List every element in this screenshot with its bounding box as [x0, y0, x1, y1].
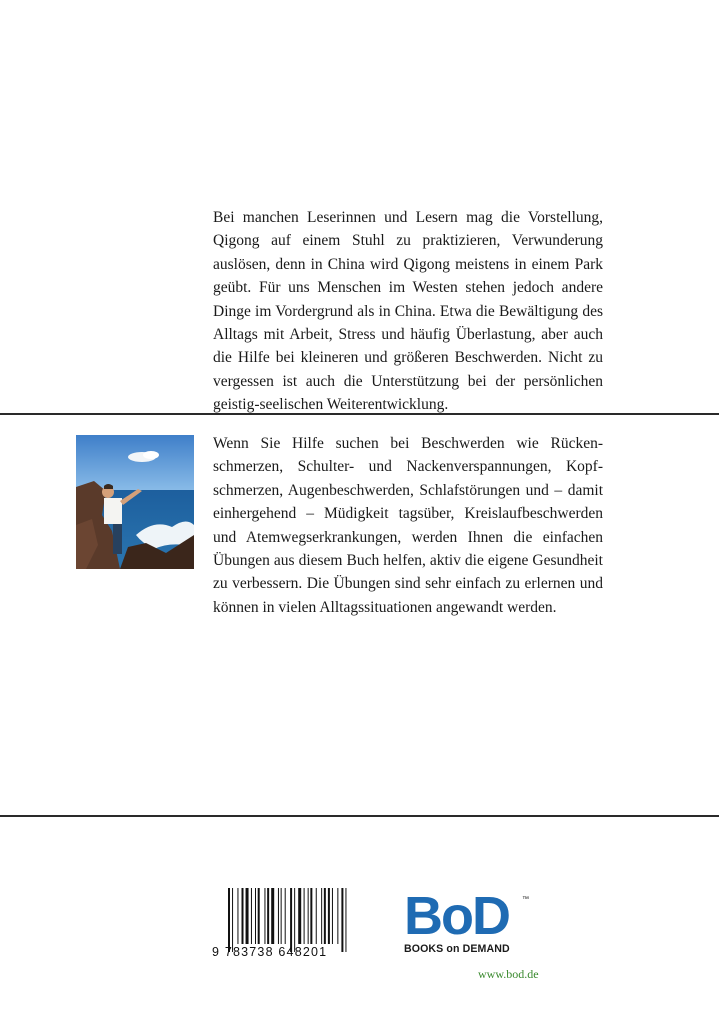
- bottom-divider: [0, 815, 719, 817]
- barcode-bar: [294, 888, 295, 952]
- isbn-number: 9 783738 648201: [212, 945, 328, 959]
- barcode-bar: [332, 888, 333, 944]
- barcode-bar: [246, 888, 249, 944]
- barcode-bar: [278, 888, 279, 944]
- barcode-bar: [290, 888, 292, 952]
- tagline-demand: DEMAND: [462, 943, 510, 955]
- bod-tagline: [404, 943, 510, 955]
- barcode-bar: [324, 888, 326, 944]
- barcode-bar: [232, 888, 233, 952]
- barcode-bar: [242, 888, 244, 944]
- top-divider: [0, 413, 719, 415]
- barcode-bar: [337, 888, 338, 944]
- barcode-bar: [316, 888, 317, 944]
- author-photo: [76, 435, 194, 569]
- trademark-symbol: ™: [522, 896, 529, 903]
- barcode-bar: [281, 888, 282, 944]
- bod-logo: [404, 890, 534, 940]
- barcode-bar: [298, 888, 301, 944]
- barcode-bar: [328, 888, 330, 944]
- barcode-bar: [271, 888, 274, 944]
- barcode-bar: [310, 888, 312, 944]
- barcode-bar: [258, 888, 260, 944]
- bod-logo-text: BoD: [404, 890, 509, 940]
- barcode-bar: [237, 888, 238, 944]
- barcode-bar: [285, 888, 286, 944]
- barcode-bar: [345, 888, 346, 952]
- description-paragraph: Bei manchen Leserinnen und Lesern mag die Vorstellung, Qigong auf einem Stuhl zu praktizieren, Verwunderung auslösen, denn in China wird Qigong meistens in einem Park geübt. Für uns Menschen im Westen stehen jedoch andere Dinge im Vordergrund als in China. Etwa die Bewältigung des Alltags mit Arbeit, Stress und häufig Überlastung, aber auch die Hilfe bei kleineren und größeren Beschwerden. Nicht zu vergessen ist auch die Unterstützung bei der persönlichen geistig-seelischen Weiterentwicklung.: [213, 209, 603, 414]
- barcode-bar: [255, 888, 256, 944]
- barcode-bar: [321, 888, 322, 944]
- barcode-bar: [228, 888, 230, 952]
- benefits-paragraph: Wenn Sie Hilfe suchen bei Beschwerden wie Rückenschmerzen, Schulter- und Nackenverspannungen, Kopfschmerzen, Augenbeschwerden, Schlafstörungen und – damit einhergehend – Müdigkeit tagsüber, Kreislaufbeschwerden und Atemwegserkrankungen, werden Ihnen die einfachen Übungen aus diesem Buch helfen, aktiv die eigene Gesundheit zu verbessern. Die Übungen sind sehr einfach zu erlernen und können in vielen Alltagssituationen angewandt werden.: [213, 435, 603, 616]
- barcode-bar: [304, 888, 305, 944]
- barcode-bar: [341, 888, 343, 952]
- publisher-url[interactable]: www.bod.de: [478, 967, 539, 981]
- barcode-bar: [264, 888, 265, 944]
- barcode-bar: [308, 888, 309, 944]
- barcode-bar: [267, 888, 269, 944]
- tagline-books: BOOKS: [404, 943, 444, 955]
- barcode-bar: [251, 888, 252, 944]
- tagline-on: on: [446, 943, 460, 955]
